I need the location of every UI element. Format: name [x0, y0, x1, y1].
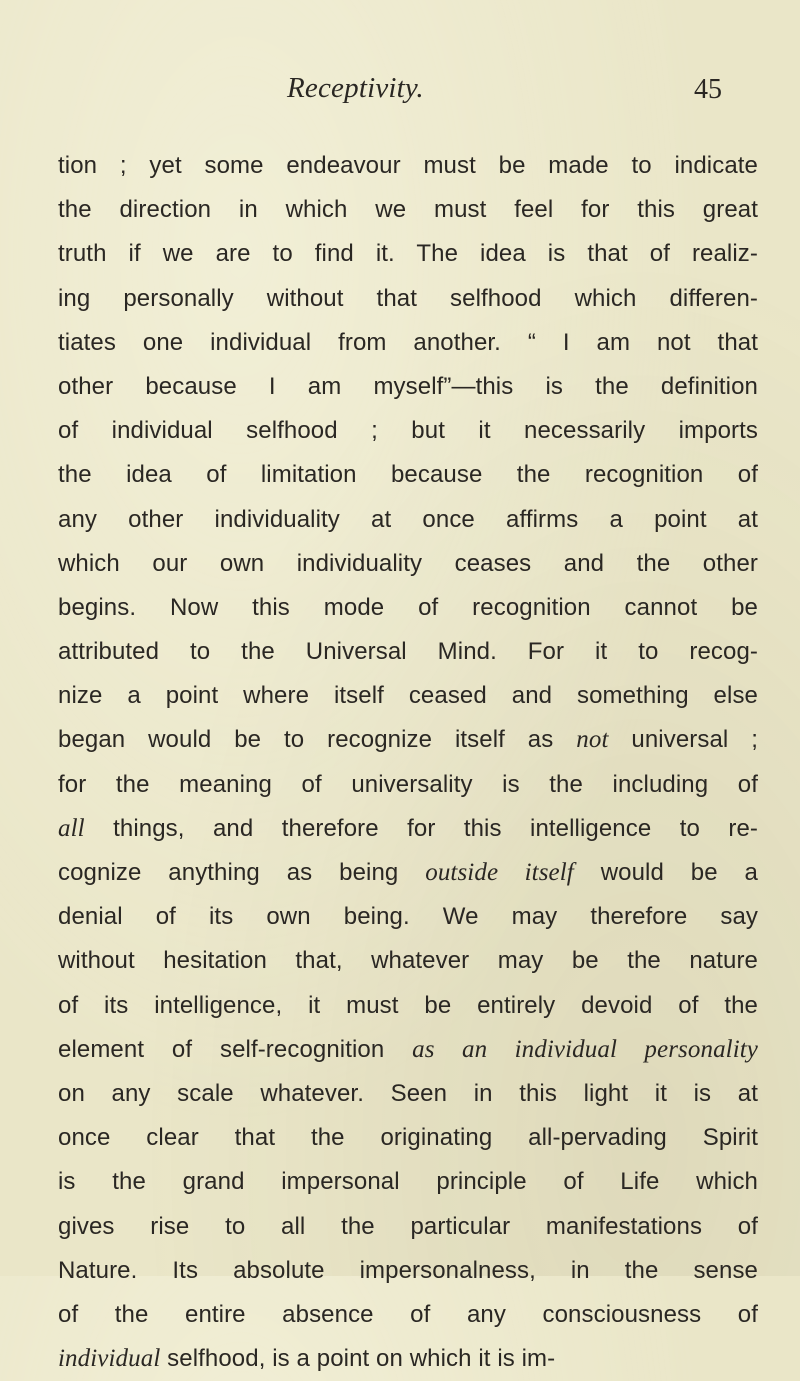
text-line: [58, 895, 758, 939]
text-segment: which our own individuality ceases and the other: [58, 549, 758, 577]
text-line: [58, 1249, 758, 1293]
text-segment: begins. Now this mode of recognition cannot be: [58, 593, 758, 621]
text-segment: the idea of limitation because the recognition of: [58, 461, 758, 489]
text-segment: of individual selfhood ; but it necessarily imports: [58, 417, 758, 445]
text-segment: of its intelligence, it must be entirely devoid of the: [58, 991, 758, 1019]
text-segment: other because I am myself”—this is the definition: [58, 372, 758, 400]
text-line: [58, 232, 758, 276]
text-line: [58, 498, 758, 542]
text-line: [58, 1293, 758, 1337]
text-line: [58, 277, 758, 321]
text-segment: of the entire absence of any consciousness of: [58, 1300, 758, 1328]
text-line: [58, 630, 758, 674]
page-number: 45: [694, 74, 722, 105]
text-line: [58, 188, 758, 232]
text-line: [58, 851, 758, 895]
text-line: [58, 1072, 758, 1116]
text-segment: would be a: [573, 859, 758, 886]
text-line: [58, 1160, 758, 1204]
text-line: [58, 1337, 758, 1381]
text-segment: universal ;: [608, 726, 758, 754]
text-segment: began would be to recognize itself as: [58, 726, 577, 754]
text-line: [58, 1028, 758, 1072]
text-segment: ing personally without that selfhood which differen-: [58, 284, 758, 312]
text-segment: without hesitation that, whatever may be the nature: [58, 947, 758, 975]
italic-text-segment: not: [576, 726, 609, 754]
body-text: [58, 144, 758, 1381]
text-line: [58, 1116, 758, 1160]
italic-text-segment: outside itself: [425, 859, 574, 886]
italic-text-segment: as an individual personality: [412, 1035, 758, 1063]
text-segment: tion ; yet some endeavour must be made to indicate: [58, 152, 758, 179]
text-segment: attributed to the Universal Mind. For it to recog-: [58, 638, 758, 666]
text-segment: tiates one individual from another. “ I am not that: [58, 328, 758, 356]
text-line: [58, 453, 758, 497]
italic-text-segment: all: [58, 814, 85, 842]
text-segment: on any scale whatever. Seen in this light it is at: [58, 1079, 758, 1107]
text-line: [58, 586, 758, 630]
text-segment: nize a point where itself ceased and something else: [58, 682, 758, 710]
text-segment: is the grand impersonal principle of Life which: [58, 1168, 758, 1196]
text-line: [58, 674, 758, 718]
text-segment: the direction in which we must feel for this great: [58, 196, 758, 224]
text-segment: things, and therefore for this intelligence to re-: [84, 814, 758, 842]
text-segment: truth if we are to find it. The idea is that of realiz-: [58, 240, 758, 268]
text-segment: once clear that the originating all-pervading Spirit: [58, 1124, 758, 1152]
text-line: [58, 718, 758, 762]
text-segment: selfhood, is a point on which it is im-: [160, 1345, 556, 1373]
running-head-title: Receptivity.: [287, 72, 424, 104]
text-segment: Nature. Its absolute impersonalness, in the sense: [58, 1256, 758, 1284]
running-head: [0, 72, 800, 112]
text-segment: gives rise to all the particular manifestations of: [58, 1212, 758, 1240]
text-line: [58, 409, 758, 453]
text-line: [58, 984, 758, 1028]
text-segment: any other individuality at once affirms a point at: [58, 505, 758, 533]
text-line: [58, 365, 758, 409]
text-line: [58, 542, 758, 586]
text-line: [58, 1205, 758, 1249]
text-segment: element of self-recognition: [58, 1035, 413, 1063]
text-line: [58, 807, 758, 851]
text-line: [58, 321, 758, 365]
text-segment: for the meaning of universality is the including of: [58, 770, 758, 798]
text-segment: denial of its own being. We may therefore say: [58, 903, 758, 931]
text-line: [58, 144, 758, 188]
text-line: [58, 763, 758, 807]
text-segment: cognize anything as being: [58, 859, 426, 886]
italic-text-segment: individual: [58, 1345, 161, 1373]
text-line: [58, 939, 758, 983]
